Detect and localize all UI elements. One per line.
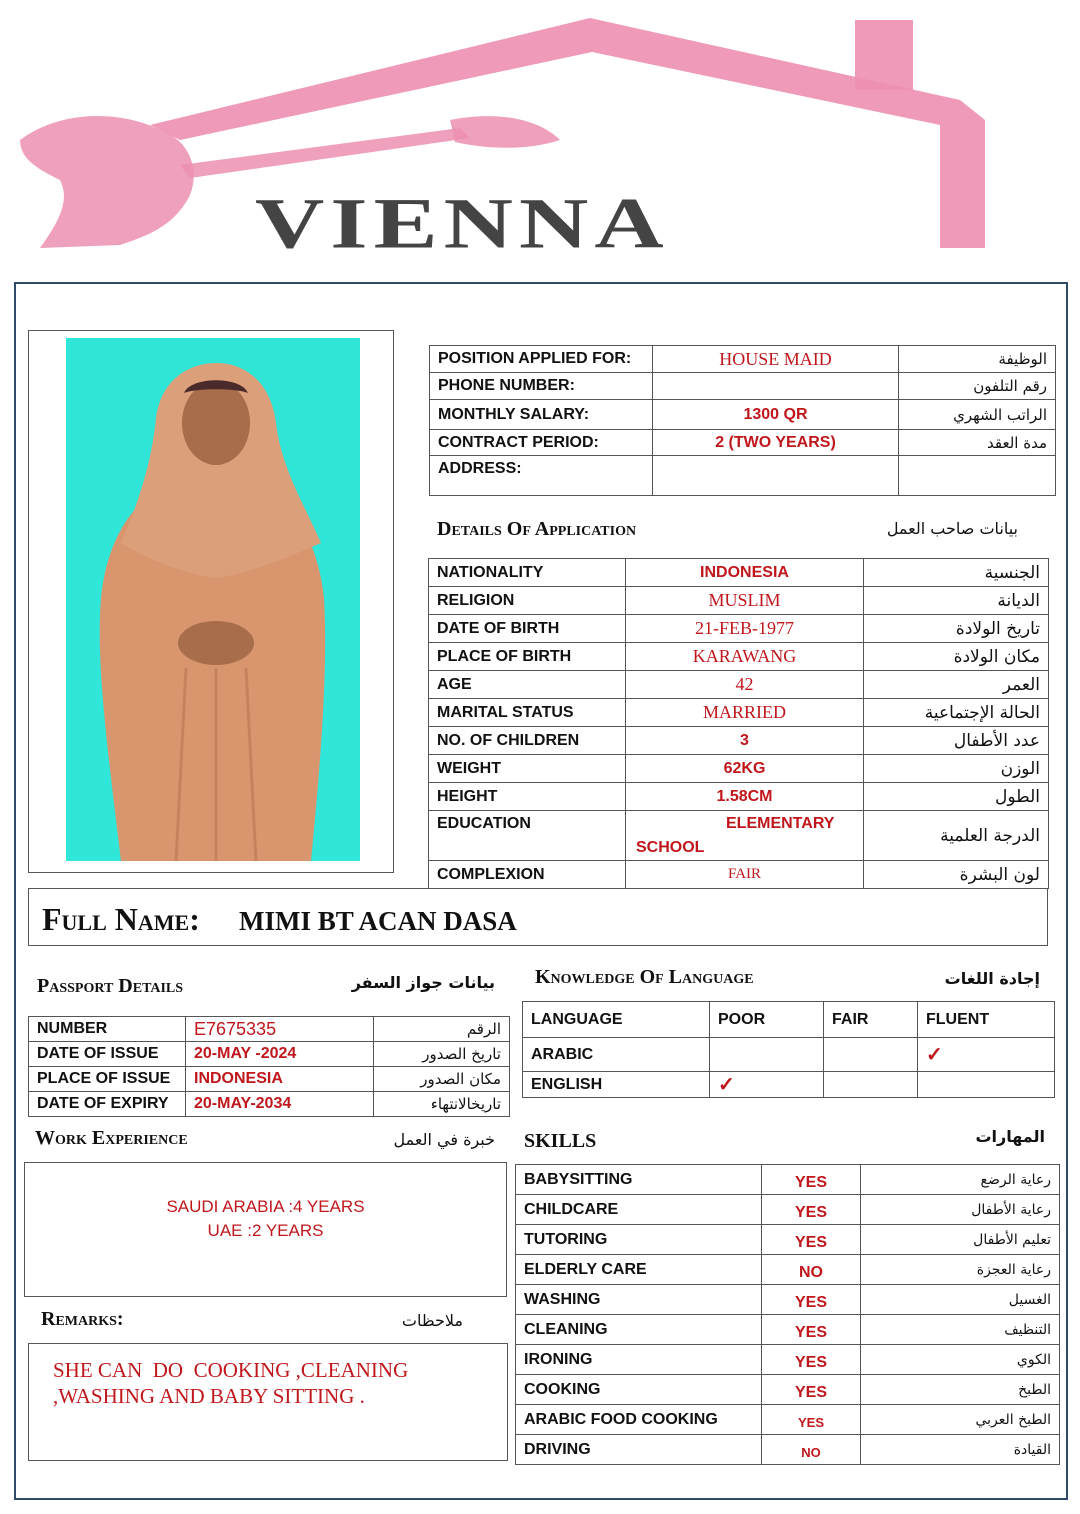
application-value: 42 — [626, 671, 864, 699]
passport-label: PLACE OF ISSUE — [29, 1067, 186, 1092]
full-name-box — [28, 888, 1048, 946]
photo-frame — [28, 330, 394, 873]
application-row — [429, 727, 1049, 755]
job-row — [430, 400, 1056, 430]
education-value-line1: ELEMENTARY — [726, 815, 835, 832]
broom-head — [450, 116, 560, 148]
language-header: LANGUAGE — [523, 1002, 710, 1038]
job-value: HOUSE MAID — [653, 346, 899, 373]
work-box — [24, 1162, 507, 1297]
skill-label: CHILDCARE — [516, 1195, 762, 1225]
application-value: 1.58CM — [626, 783, 864, 811]
application-label-arabic: مكان الولادة — [864, 643, 1049, 671]
skill-label-arabic: تعليم الأطفال — [861, 1225, 1060, 1255]
passport-label: DATE OF EXPIRY — [29, 1092, 186, 1117]
skill-row — [516, 1405, 1060, 1435]
skill-label-arabic: رعاية الرضع — [861, 1165, 1060, 1195]
vienna-logo — [0, 0, 1080, 270]
application-label: EDUCATION — [429, 811, 626, 861]
passport-row — [29, 1042, 510, 1067]
application-label: WEIGHT — [429, 755, 626, 783]
application-label: AGE — [429, 671, 626, 699]
language-table — [522, 1001, 1055, 1098]
skill-row — [516, 1375, 1060, 1405]
passport-table — [28, 1016, 510, 1117]
job-row — [430, 373, 1056, 400]
language-header-row — [523, 1002, 1055, 1038]
brand-name: VIENNA — [255, 183, 670, 264]
job-label-arabic — [899, 456, 1056, 496]
application-label-arabic: عدد الأطفال — [864, 727, 1049, 755]
application-value: 3 — [626, 727, 864, 755]
passport-label: NUMBER — [29, 1017, 186, 1042]
skill-label: DRIVING — [516, 1435, 762, 1465]
job-value — [653, 373, 899, 400]
job-value: 1300 QR — [653, 400, 899, 430]
application-row — [429, 671, 1049, 699]
application-value: MUSLIM — [626, 587, 864, 615]
passport-row — [29, 1067, 510, 1092]
language-level-fluent — [918, 1072, 1055, 1098]
skill-row — [516, 1345, 1060, 1375]
application-value: FAIR — [626, 861, 864, 889]
job-label-arabic: مدة العقد — [899, 430, 1056, 456]
application-row — [429, 861, 1049, 889]
passport-value: 20-MAY-2034 — [186, 1092, 374, 1117]
language-header: FAIR — [824, 1002, 918, 1038]
application-value: KARAWANG — [626, 643, 864, 671]
skills-title: SKILLS — [524, 1130, 597, 1152]
passport-value: INDONESIA — [186, 1067, 374, 1092]
application-label: MARITAL STATUS — [429, 699, 626, 727]
language-header: POOR — [710, 1002, 824, 1038]
skill-label-arabic: رعاية العجزة — [861, 1255, 1060, 1285]
skill-row — [516, 1285, 1060, 1315]
education-value-line2: SCHOOL — [636, 839, 705, 856]
skill-label: BABYSITTING — [516, 1165, 762, 1195]
work-title: Work Experience — [35, 1127, 188, 1149]
application-label: RELIGION — [429, 587, 626, 615]
language-row — [523, 1038, 1055, 1072]
skills-title-arabic: المهارات — [975, 1127, 1045, 1146]
application-label: DATE OF BIRTH — [429, 615, 626, 643]
application-label: HEIGHT — [429, 783, 626, 811]
maid-silhouette — [20, 116, 194, 248]
skill-label-arabic: رعاية الأطفال — [861, 1195, 1060, 1225]
application-label: NATIONALITY — [429, 559, 626, 587]
remarks-box — [28, 1343, 508, 1461]
job-row — [430, 346, 1056, 373]
application-value: 62KG — [626, 755, 864, 783]
application-label: PLACE OF BIRTH — [429, 643, 626, 671]
skill-label: COOKING — [516, 1375, 762, 1405]
application-row — [429, 783, 1049, 811]
application-row — [429, 755, 1049, 783]
skill-value: YES — [762, 1375, 861, 1405]
language-header: FLUENT — [918, 1002, 1055, 1038]
skill-label: WASHING — [516, 1285, 762, 1315]
language-name: ARABIC — [523, 1038, 710, 1072]
language-level-fair — [824, 1072, 918, 1098]
passport-label-arabic: الرقم — [374, 1017, 510, 1042]
job-label: CONTRACT PERIOD: — [430, 430, 653, 456]
work-line: SAUDI ARABIA :4 YEARS — [166, 1197, 365, 1216]
remarks-title: Remarks: — [41, 1308, 124, 1330]
application-label-arabic: لون البشرة — [864, 861, 1049, 889]
application-label: COMPLEXION — [429, 861, 626, 889]
passport-title: Passport Details — [37, 975, 184, 997]
application-row — [429, 811, 1049, 861]
job-value: 2 (TWO YEARS) — [653, 430, 899, 456]
application-label-arabic: تاريخ الولادة — [864, 615, 1049, 643]
skills-table — [515, 1164, 1060, 1465]
remarks-line: SHE CAN DO COOKING ,CLEANING — [53, 1358, 409, 1382]
chimney-shape — [855, 20, 913, 90]
application-label-arabic: العمر — [864, 671, 1049, 699]
skill-row — [516, 1195, 1060, 1225]
passport-title-arabic: بيانات جواز السفر — [351, 973, 495, 992]
language-level-poor — [710, 1038, 824, 1072]
job-label-arabic: رقم التلفون — [899, 373, 1056, 400]
broom-handle — [180, 128, 470, 178]
passport-row — [29, 1017, 510, 1042]
skill-label: CLEANING — [516, 1315, 762, 1345]
full-name-value: MIMI BT ACAN DASA — [239, 906, 517, 936]
application-row — [429, 643, 1049, 671]
full-name-label: Full Name: — [42, 901, 200, 937]
job-row — [430, 430, 1056, 456]
application-row — [429, 699, 1049, 727]
language-level-fluent: ✓ — [918, 1038, 1055, 1072]
job-label-arabic: الراتب الشهري — [899, 400, 1056, 430]
work-title-arabic: خبرة في العمل — [393, 1130, 495, 1149]
application-value — [626, 811, 864, 861]
passport-label: DATE OF ISSUE — [29, 1042, 186, 1067]
skill-label-arabic: التنظيف — [861, 1315, 1060, 1345]
passport-value: E7675335 — [186, 1017, 374, 1042]
skill-label-arabic: الغسيل — [861, 1285, 1060, 1315]
application-value: INDONESIA — [626, 559, 864, 587]
remarks-title-arabic: ملاحظات — [401, 1311, 463, 1330]
language-level-fair — [824, 1038, 918, 1072]
application-value: MARRIED — [626, 699, 864, 727]
passport-label-arabic: مكان الصدور — [374, 1067, 510, 1092]
job-value — [653, 456, 899, 496]
skill-value: YES — [762, 1405, 861, 1435]
language-title: Knowledge Of Language — [535, 966, 754, 988]
skill-label-arabic: القيادة — [861, 1435, 1060, 1465]
application-value: 21-FEB-1977 — [626, 615, 864, 643]
skill-label-arabic: الطبخ العربي — [861, 1405, 1060, 1435]
application-title: Details Of Application — [437, 518, 637, 540]
language-title-arabic: إجادة اللغات — [944, 969, 1040, 988]
application-label-arabic: الطول — [864, 783, 1049, 811]
application-title-arabic: بيانات صاحب العمل — [886, 519, 1018, 538]
job-label: PHONE NUMBER: — [430, 373, 653, 400]
skill-row — [516, 1315, 1060, 1345]
skill-value: YES — [762, 1195, 861, 1225]
language-row — [523, 1072, 1055, 1098]
application-table — [428, 558, 1049, 889]
skill-value: YES — [762, 1285, 861, 1315]
skill-value: YES — [762, 1225, 861, 1255]
application-row — [429, 587, 1049, 615]
application-label-arabic: الجنسية — [864, 559, 1049, 587]
skill-value: NO — [762, 1255, 861, 1285]
application-label-arabic: الديانة — [864, 587, 1049, 615]
application-row — [429, 559, 1049, 587]
application-label: NO. OF CHILDREN — [429, 727, 626, 755]
application-label-arabic: الحالة الإجتماعية — [864, 699, 1049, 727]
skill-label-arabic: الكوي — [861, 1345, 1060, 1375]
passport-label-arabic: تاريخالانتهاء — [374, 1092, 510, 1117]
skill-row — [516, 1435, 1060, 1465]
skill-value: YES — [762, 1345, 861, 1375]
language-level-poor: ✓ — [710, 1072, 824, 1098]
skill-label: IRONING — [516, 1345, 762, 1375]
job-label-arabic: الوظيفة — [899, 346, 1056, 373]
skill-value: NO — [762, 1435, 861, 1465]
application-row — [429, 615, 1049, 643]
skill-label: ARABIC FOOD COOKING — [516, 1405, 762, 1435]
skill-row — [516, 1255, 1060, 1285]
job-row — [430, 456, 1056, 496]
application-label-arabic: الوزن — [864, 755, 1049, 783]
applicant-photo — [66, 338, 360, 861]
passport-value: 20-MAY -2024 — [186, 1042, 374, 1067]
language-name: ENGLISH — [523, 1072, 710, 1098]
skill-row — [516, 1165, 1060, 1195]
work-line: UAE :2 YEARS — [207, 1221, 324, 1240]
skill-value: YES — [762, 1165, 861, 1195]
passport-row — [29, 1092, 510, 1117]
remarks-line: ,WASHING AND BABY SITTING . — [53, 1384, 365, 1408]
skill-label: ELDERLY CARE — [516, 1255, 762, 1285]
passport-label-arabic: تاريخ الصدور — [374, 1042, 510, 1067]
skill-label: TUTORING — [516, 1225, 762, 1255]
application-label-arabic: الدرجة العلمية — [864, 811, 1049, 861]
job-label: ADDRESS: — [430, 456, 653, 496]
skill-row — [516, 1225, 1060, 1255]
job-label: MONTHLY SALARY: — [430, 400, 653, 430]
job-table — [429, 345, 1056, 496]
skill-value: YES — [762, 1315, 861, 1345]
job-label: POSITION APPLIED FOR: — [430, 346, 653, 373]
skill-label-arabic: الطبخ — [861, 1375, 1060, 1405]
